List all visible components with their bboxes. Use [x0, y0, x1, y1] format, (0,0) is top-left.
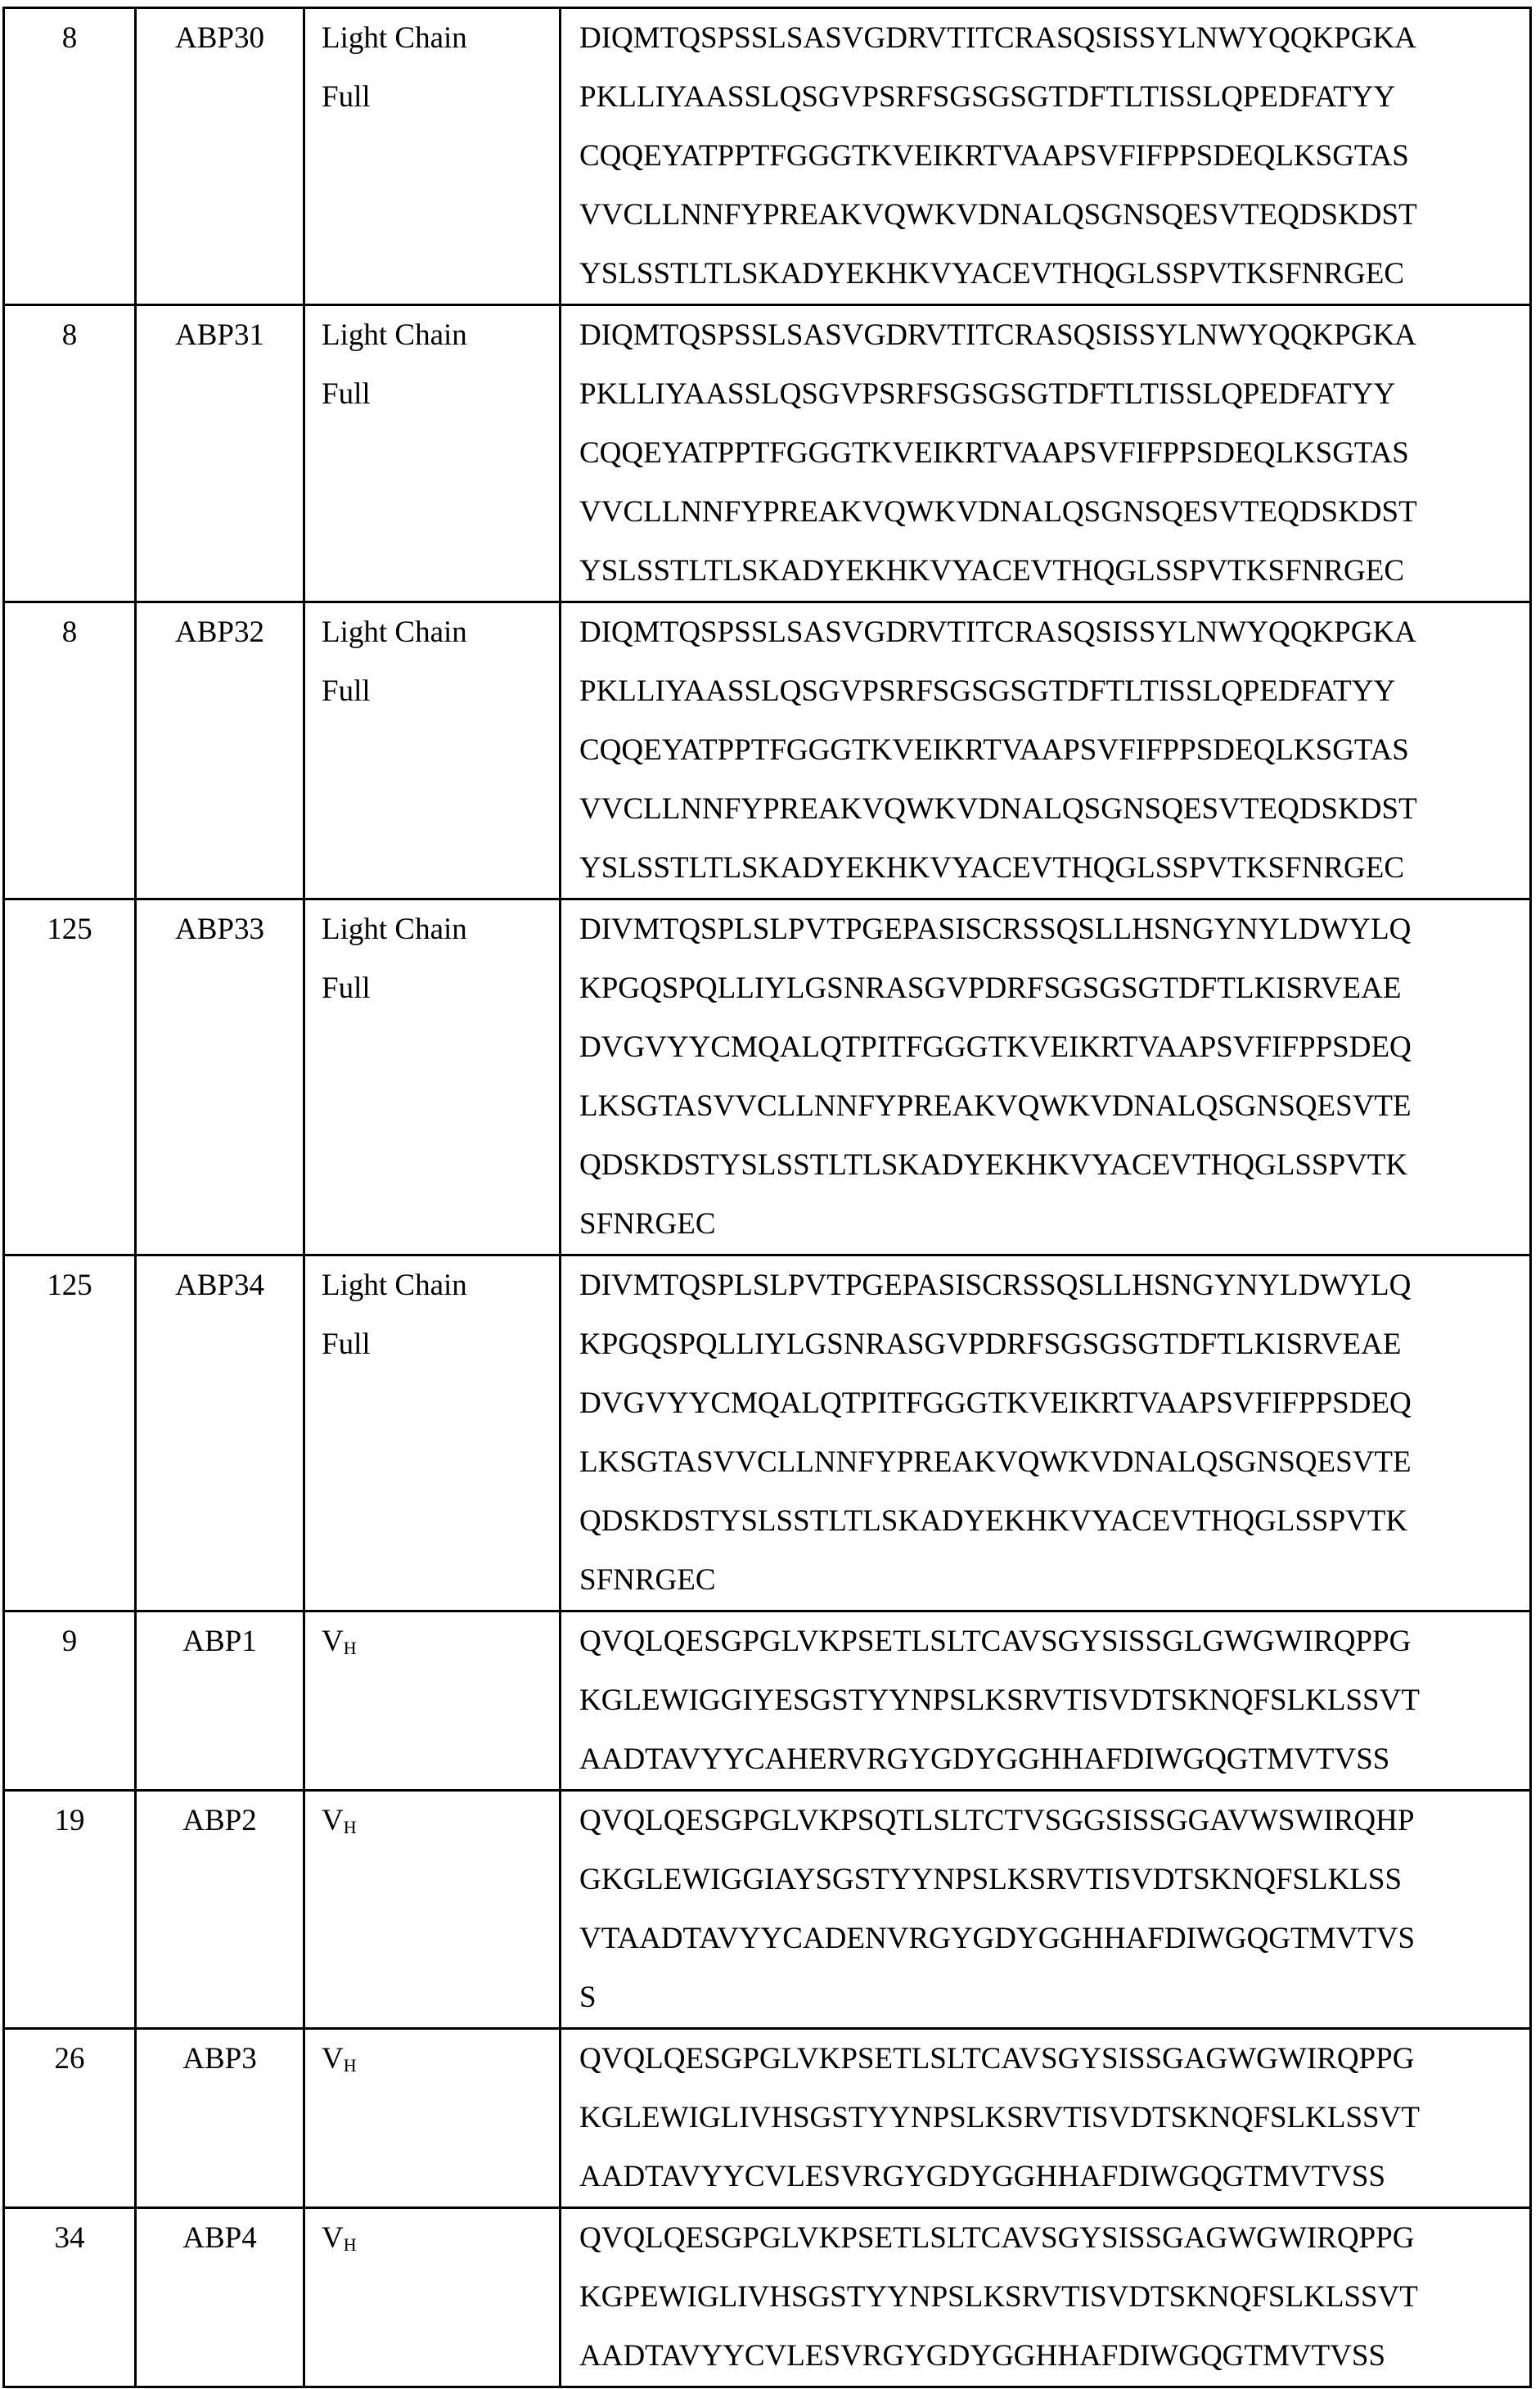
table-row: [4, 1255, 1531, 1611]
region-subscript: H: [344, 1638, 357, 1658]
table-row: [4, 2029, 1531, 2208]
sequence-cell: DIVMTQSPLSLPVTPGEPASISCRSSQSLLHSNGYNYLDWYLQ KPGQSPQLLIYLGSNRASGVPDRFSGSGSGTDFTLKISRVEAE DVGVYYCMQALQTPITFGGGTKVEIKRTVAAPSVFIFPPSDEQ LKSGTASVVCLLNNFYPREAKVQWKVDNALQSGNSQESVTE QDSKDSTYSLSSTLTLSKADYEKHKVYACEVTHQGLSSPVTK SFNRGEC: [561, 1255, 1531, 1611]
region-label: Light Chain Full: [322, 900, 559, 1018]
seq-id-cell: 9: [4, 1611, 136, 1791]
region-cell: [304, 602, 561, 899]
region-cell: [304, 2208, 561, 2387]
seq-id-cell: 8: [4, 8, 136, 305]
region-cell: [304, 2029, 561, 2208]
table-row: [4, 8, 1531, 305]
seq-id-cell: 26: [4, 2029, 136, 2208]
sequence-table-body: [4, 8, 1531, 2387]
abp-cell: ABP30: [136, 8, 304, 305]
seq-id-cell: 125: [4, 1255, 136, 1611]
region-main: V: [322, 1804, 344, 1837]
seq-id-cell: 34: [4, 2208, 136, 2387]
region-cell: [304, 1611, 561, 1791]
abp-cell: ABP3: [136, 2029, 304, 2208]
region-subscript: H: [344, 1817, 357, 1837]
table-row: [4, 1791, 1531, 2029]
table-row: [4, 305, 1531, 602]
abp-cell: ABP33: [136, 899, 304, 1255]
abp-cell: ABP32: [136, 602, 304, 899]
seq-id-cell: 19: [4, 1791, 136, 2029]
sequence-cell: QVQLQESGPGLVKPSETLSLTCAVSGYSISSGLGWGWIRQPPG KGLEWIGGIYESGSTYYNPSLKSRVTISVDTSKNQFSLKLSSVT AADTAVYYCAHERVRGYGDYGGHHAFDIWGQGTMVTVSS: [561, 1611, 1531, 1791]
region-label: Light Chain Full: [322, 9, 559, 127]
region-cell: [304, 899, 561, 1255]
sequence-cell: QVQLQESGPGLVKPSETLSLTCAVSGYSISSGAGWGWIRQPPG KGPEWIGLIVHSGSTYYNPSLKSRVTISVDTSKNQFSLKLSSVT AADTAVYYCVLESVRGYGDYGGHHAFDIWGQGTMVTVSS: [561, 2208, 1531, 2387]
region-cell: [304, 1791, 561, 2029]
table-row: [4, 2208, 1531, 2387]
sequence-table: [2, 7, 1532, 2388]
region-subscript: H: [344, 2055, 357, 2076]
region-cell: [304, 8, 561, 305]
sequence-cell: DIQMTQSPSSLSASVGDRVTITCRASQSISSYLNWYQQKPGKA PKLLIYAASSLQSGVPSRFSGSGSGTDFTLTISSLQPEDFATYY CQQEYATPPTFGGGTKVEIKRTVAAPSVFIFPPSDEQLKSGTAS VVCLLNNFYPREAKVQWKVDNALQSGNSQESVTEQDSKDST YSLSSTLTLSKADYEKHKVYACEVTHQGLSSPVTKSFNRGEC: [561, 305, 1531, 602]
abp-cell: ABP34: [136, 1255, 304, 1611]
abp-cell: ABP31: [136, 305, 304, 602]
sequence-cell: QVQLQESGPGLVKPSETLSLTCAVSGYSISSGAGWGWIRQPPG KGLEWIGLIVHSGSTYYNPSLKSRVTISVDTSKNQFSLKLSSVT AADTAVYYCVLESVRGYGDYGGHHAFDIWGQGTMVTVSS: [561, 2029, 1531, 2208]
region-main: V: [322, 1625, 344, 1658]
region-cell: [304, 1255, 561, 1611]
table-row: [4, 1611, 1531, 1791]
sequence-cell: DIVMTQSPLSLPVTPGEPASISCRSSQSLLHSNGYNYLDWYLQ KPGQSPQLLIYLGSNRASGVPDRFSGSGSGTDFTLKISRVEAE DVGVYYCMQALQTPITFGGGTKVEIKRTVAAPSVFIFPPSDEQ LKSGTASVVCLLNNFYPREAKVQWKVDNALQSGNSQESVTE QDSKDSTYSLSSTLTLSKADYEKHKVYACEVTHQGLSSPVTK SFNRGEC: [561, 899, 1531, 1255]
abp-cell: ABP2: [136, 1791, 304, 2029]
sequence-cell: DIQMTQSPSSLSASVGDRVTITCRASQSISSYLNWYQQKPGKA PKLLIYAASSLQSGVPSRFSGSGSGTDFTLTISSLQPEDFATYY CQQEYATPPTFGGGTKVEIKRTVAAPSVFIFPPSDEQLKSGTAS VVCLLNNFYPREAKVQWKVDNALQSGNSQESVTEQDSKDST YSLSSTLTLSKADYEKHKVYACEVTHQGLSSPVTKSFNRGEC: [561, 8, 1531, 305]
seq-id-cell: 125: [4, 899, 136, 1255]
seq-id-cell: 8: [4, 305, 136, 602]
region-label: Light Chain Full: [322, 1256, 559, 1374]
region-label: Light Chain Full: [322, 603, 559, 721]
region-subscript: H: [344, 2234, 357, 2255]
table-row: [4, 602, 1531, 899]
sequence-cell: QVQLQESGPGLVKPSQTLSLTCTVSGGSISSGGAVWSWIRQHP GKGLEWIGGIAYSGSTYYNPSLKSRVTISVDTSKNQFSLKLSS VTAADTAVYYCADENVRGYGDYGGHHAFDIWGQGTMVTVS S: [561, 1791, 1531, 2029]
abp-cell: ABP4: [136, 2208, 304, 2387]
region-main: V: [322, 2221, 344, 2255]
sequence-cell: DIQMTQSPSSLSASVGDRVTITCRASQSISSYLNWYQQKPGKA PKLLIYAASSLQSGVPSRFSGSGSGTDFTLTISSLQPEDFATYY CQQEYATPPTFGGGTKVEIKRTVAAPSVFIFPPSDEQLKSGTAS VVCLLNNFYPREAKVQWKVDNALQSGNSQESVTEQDSKDST YSLSSTLTLSKADYEKHKVYACEVTHQGLSSPVTKSFNRGEC: [561, 602, 1531, 899]
table-row: [4, 899, 1531, 1255]
seq-id-cell: 8: [4, 602, 136, 899]
region-cell: [304, 305, 561, 602]
region-main: V: [322, 2042, 344, 2076]
abp-cell: ABP1: [136, 1611, 304, 1791]
region-label: Light Chain Full: [322, 306, 559, 424]
